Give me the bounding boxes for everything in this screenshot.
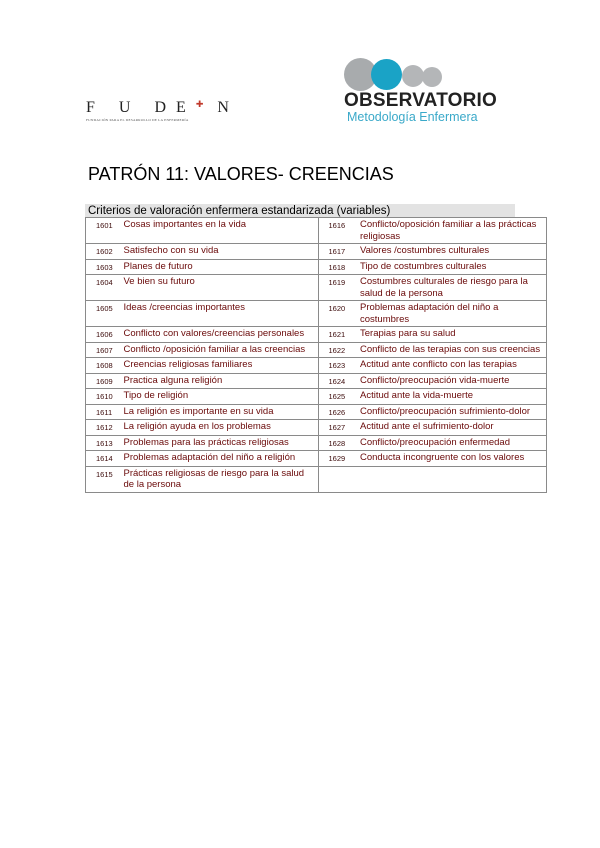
table-caption: Criterios de valoración enfermera estandarizada (variables) [85,204,515,218]
variable-code: 1620 [328,304,346,313]
variable-label: Actitud ante el sufrimiento-dolor [360,421,494,432]
variable-label: Ve bien su futuro [124,275,319,301]
variable-label: Ideas /creencias importantes [124,301,319,327]
table-row [86,327,547,343]
variable-code: 1624 [328,376,346,386]
variable-code: 1628 [328,438,346,448]
variable-label: Costumbres culturales de riesgo para la salud de la persona [360,276,528,299]
fuden-letter-d: D [154,99,177,116]
page-title: PATRÓN 11: VALORES- CREENCIAS [88,164,394,184]
variable-code: 1611 [96,407,113,417]
variable-code: 1618 [328,262,346,272]
variable-code: 1619 [328,278,346,287]
variable-code: 1626 [328,407,346,417]
variable-label: Problemas adaptación del niño a costumbres [360,302,499,325]
variable-code: 1621 [328,330,346,339]
variable-code: 1625 [328,392,346,401]
variable-label: Conflicto/preocupación sufrimiento-dolor [360,405,531,417]
variable-code: 1602 [96,247,113,256]
table-row [86,404,547,420]
fuden-subtitle: FUNDACIÓN PARA EL DESARROLLO DE LA ENFERMERÍA [86,118,189,122]
variable-label: Problemas adaptación del niño a religión [124,451,319,467]
variable-code: 1603 [96,262,113,272]
variable-code: 1612 [96,423,113,432]
circle-3 [402,65,424,87]
fuden-letter-u: U [118,99,141,116]
variable-code: 1613 [96,438,113,448]
variable-code: 1608 [96,361,113,370]
variable-label: Actitud ante la vida-muerte [360,390,474,401]
fuden-logo [86,99,239,125]
variable-code: 1629 [328,454,346,463]
variable-label: Actitud ante conflicto con las terapias [360,359,517,370]
variable-label: Valores /costumbres culturales [360,245,490,256]
table-row [86,451,547,467]
variable-code: 1607 [96,345,113,355]
variable-label: Practica alguna religión [124,373,319,389]
criteria-table [85,217,547,493]
variable-label [360,466,547,492]
table-row [86,259,547,275]
variable-label: La religión ayuda en los problemas [124,420,319,436]
variable-label: Planes de futuro [124,259,319,275]
variable-code: 1606 [96,330,113,339]
observatorio-subtitle: Metodología Enfermera [347,110,478,124]
table-row [86,420,547,436]
variable-code: 1604 [96,278,113,287]
table-row [86,466,547,492]
variable-code: 1609 [96,376,113,386]
variable-label: Prácticas religiosas de riesgo para la salud de la persona [124,466,319,492]
variable-code: 1627 [328,423,346,432]
fuden-letters [86,99,239,117]
criteria-table-body [86,218,547,493]
table-row [86,389,547,405]
variable-label: Tipo de religión [124,389,319,405]
variable-label: Conflicto/preocupación vida-muerte [360,374,510,386]
variable-label: Terapias para su salud [360,328,456,339]
variable-code: 1616 [328,221,346,230]
variable-label: Cosas importantes en la vida [124,218,319,244]
variable-code: 1617 [328,247,346,256]
variable-label: Conducta incongruente con los valores [360,452,525,463]
circle-2 [371,59,402,90]
table-row [86,218,547,244]
variable-label: Conflicto/preocupación enfermedad [360,436,510,448]
variable-code: 1614 [96,454,113,463]
table-row [86,301,547,327]
fuden-letter-n: N [217,99,239,116]
variable-code: 1615 [96,469,113,479]
observatorio-logo [344,58,514,130]
variable-code: 1623 [328,361,346,370]
table-row [86,358,547,374]
variable-label: Creencias religiosas familiares [124,358,319,374]
variable-code: 1605 [96,304,113,313]
fuden-letter-e: E [176,99,196,116]
variable-label: Problemas para las prácticas religiosas [124,435,319,451]
variable-code [318,466,360,492]
variable-code: 1610 [96,392,113,401]
fuden-star-icon: ✚ [195,99,204,109]
variable-label: Conflicto de las terapias con sus creencias [360,343,541,355]
table-row [86,435,547,451]
table-row [86,244,547,260]
fuden-letter-f: F [86,99,105,116]
variable-label: Conflicto/oposición familiar a las prácticas religiosas [360,219,537,242]
circle-4 [422,67,442,87]
table-row [86,373,547,389]
table-row [86,342,547,358]
variable-code: 1622 [328,345,346,355]
variable-label: Tipo de costumbres culturales [360,260,487,272]
variable-label: La religión es importante en su vida [124,404,319,420]
observatorio-circles-icon [344,58,514,92]
variable-label: Conflicto con valores/creencias personales [124,327,319,343]
observatorio-title: OBSERVATORIO [344,90,498,111]
variable-label: Conflicto /oposición familiar a las creencias [124,342,319,358]
variable-code: 1601 [96,221,113,230]
table-row [86,275,547,301]
variable-label: Satisfecho con su vida [124,244,319,260]
